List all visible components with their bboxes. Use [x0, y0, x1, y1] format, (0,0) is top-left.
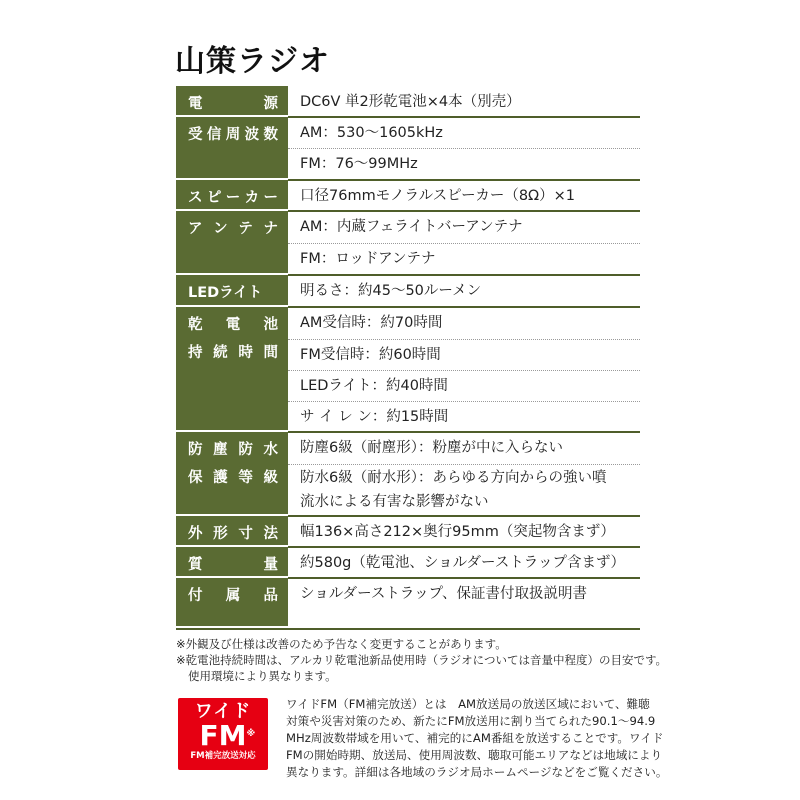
spec-category-char: 信	[206, 127, 222, 143]
spec-category-char: 時	[238, 345, 253, 361]
spec-value	[288, 547, 640, 578]
badge-line2	[178, 719, 268, 752]
badge-fm: FM	[199, 719, 247, 752]
spec-category-char: 保	[188, 470, 203, 486]
spec-category-label	[188, 339, 278, 367]
spec-category-char: 周	[225, 127, 241, 143]
spec-category	[176, 211, 288, 275]
spec-value-text: AM受信時：約70時間	[300, 315, 443, 331]
spec-category	[176, 547, 288, 578]
spec-category	[176, 307, 288, 432]
spec-category	[176, 275, 288, 307]
spec-value-text: 防塵6級（耐塵形）：粉塵が中に入らない	[300, 440, 563, 456]
spec-category-char: ア	[188, 221, 203, 237]
description-line: ワイドFM（FM補完放送）とは AM放送局の放送区域において、難聴	[286, 697, 650, 711]
spec-value-text: AM：530～1605kHz	[300, 124, 443, 141]
spec-value	[288, 243, 640, 275]
spec-value-text: FM受信時：約60時間	[300, 346, 441, 363]
spec-value-text: FM：76～99MHz	[300, 156, 418, 172]
spec-value-text: AM：内蔵フェライトバーアンテナ	[300, 219, 523, 235]
spec-category-label	[188, 184, 278, 212]
spec-value-text: DC6V 単2形乾電池×4本（別売）	[300, 93, 521, 110]
badge-line1: ワイド	[194, 701, 252, 722]
spec-category-char: 品	[263, 588, 278, 604]
spec-category-char: 質	[188, 557, 203, 573]
spec-category-char: ン	[213, 221, 228, 237]
note-line: ※乾電池持続時間は、アルカリ乾電池新品使用時（ラジオについては音量中程度）の目安です。	[176, 653, 668, 667]
badge-mark: ※	[246, 729, 256, 739]
page-title: 山策ラジオ	[175, 44, 330, 79]
spec-value	[288, 432, 640, 464]
wide-fm-description	[286, 696, 668, 781]
spec-value	[288, 86, 640, 117]
spec-category-char: 寸	[238, 526, 253, 542]
spec-value	[288, 307, 640, 339]
spec-category	[176, 117, 288, 180]
spec-value-text: サ イ レ ン：約15時間	[300, 408, 449, 425]
spec-category-char: 防	[238, 442, 253, 458]
spec-category-char: 形	[213, 526, 228, 542]
spec-category-char: 防	[188, 442, 203, 458]
spec-category-label	[188, 121, 278, 149]
spec-category-char: ー	[263, 190, 278, 206]
spec-category-char: 池	[263, 317, 278, 333]
spec-value	[288, 578, 640, 609]
spec-value-text: 幅136×高さ212×奥行95mm（突起物含まず）	[300, 523, 615, 540]
badge-line3: FM補完放送対応	[190, 751, 256, 761]
spec-value	[288, 464, 640, 516]
description-line: 対策や災害対策のため、新たにFM放送用に割り当てられた90.1～94.9	[286, 714, 656, 728]
spec-value	[288, 180, 640, 211]
spec-value	[288, 275, 640, 307]
spec-category-char: 付	[188, 588, 203, 604]
spec-category	[176, 432, 288, 516]
spec-category-char: 源	[263, 96, 278, 112]
spec-value-text: FM：ロッドアンテナ	[300, 251, 436, 267]
spec-category-char: 数	[263, 127, 278, 143]
note-line: ※外観及び仕様は改善のため予告なく変更することがあります。	[176, 637, 507, 651]
description-line: FMの開始時期、放送局、使用周波数、聴取可能エリアなどは地域により	[286, 748, 663, 762]
spec-category-char: 受	[188, 127, 203, 143]
spec-category-label	[188, 520, 278, 548]
spec-value	[288, 401, 640, 432]
spec-value	[288, 211, 640, 243]
spec-table	[176, 86, 640, 630]
wide-fm-badge	[178, 698, 268, 770]
spec-category	[176, 86, 288, 117]
spec-category-label	[188, 582, 278, 610]
spec-category-char: 護	[213, 470, 228, 486]
spec-value	[288, 117, 640, 148]
spec-value	[288, 516, 640, 547]
spec-category-char: 電	[188, 96, 203, 112]
spec-category-char: カ	[244, 190, 260, 206]
spec-category-char: テ	[238, 221, 253, 237]
spec-category-char: 乾	[188, 317, 203, 333]
spec-category-label	[188, 436, 278, 464]
spec-category-char: 法	[263, 526, 278, 542]
spec-category	[176, 516, 288, 547]
spec-category-char: 水	[263, 442, 278, 458]
spec-category-char: 等	[238, 470, 253, 486]
spec-category-char: 波	[244, 127, 260, 143]
spec-category-char: 続	[213, 345, 228, 361]
spec-category-char: 間	[263, 345, 278, 361]
spec-category-char: 級	[263, 470, 278, 486]
description-line: 異なります。詳細は各地域のラジオ局ホームページなどをご覧ください。	[286, 765, 668, 779]
spec-category-char: ピ	[206, 190, 222, 206]
spec-category-char: ス	[188, 190, 203, 206]
spec-category-char: ナ	[263, 221, 278, 237]
note-line: 使用環境により異なります。	[188, 669, 337, 683]
spec-category-char: 塵	[213, 442, 228, 458]
spec-value-text: 明るさ：約45～50ルーメン	[300, 283, 482, 299]
spec-category-char: 属	[225, 588, 241, 604]
spec-category-label: LEDライト	[188, 285, 263, 301]
spec-category-label	[188, 464, 278, 492]
spec-value-text: ショルダーストラップ、保証書付取扱説明書	[300, 585, 587, 602]
spec-value-text: 防水6級（耐水形）：あらゆる方向からの強い噴 流水による有害な影響がない	[300, 470, 607, 510]
spec-value	[288, 370, 640, 401]
spec-category-char: 電	[225, 317, 241, 333]
notes	[176, 636, 667, 684]
spec-category-label	[188, 90, 278, 118]
spec-category-char: ー	[225, 190, 241, 206]
spec-category-label	[188, 311, 278, 339]
spec-category	[176, 180, 288, 211]
description-line: MHz周波数帯域を用いて、補完的にAM番組を放送することです。ワイド	[286, 731, 664, 745]
spec-category	[176, 578, 288, 626]
spec-category-label	[188, 215, 278, 243]
spec-value-text: LEDライト：約40時間	[300, 377, 448, 394]
spec-value	[288, 148, 640, 180]
spec-category-label	[188, 551, 278, 579]
spec-category-char: 外	[188, 526, 203, 542]
spec-value-text: 約580g（乾電池、ショルダーストラップ含まず）	[300, 554, 625, 571]
spec-value	[288, 339, 640, 370]
spec-category-char: 量	[263, 557, 278, 573]
spec-value-text: 口径76mmモノラルスピーカー（8Ω）×1	[300, 187, 575, 204]
spec-category-char: 持	[188, 345, 203, 361]
